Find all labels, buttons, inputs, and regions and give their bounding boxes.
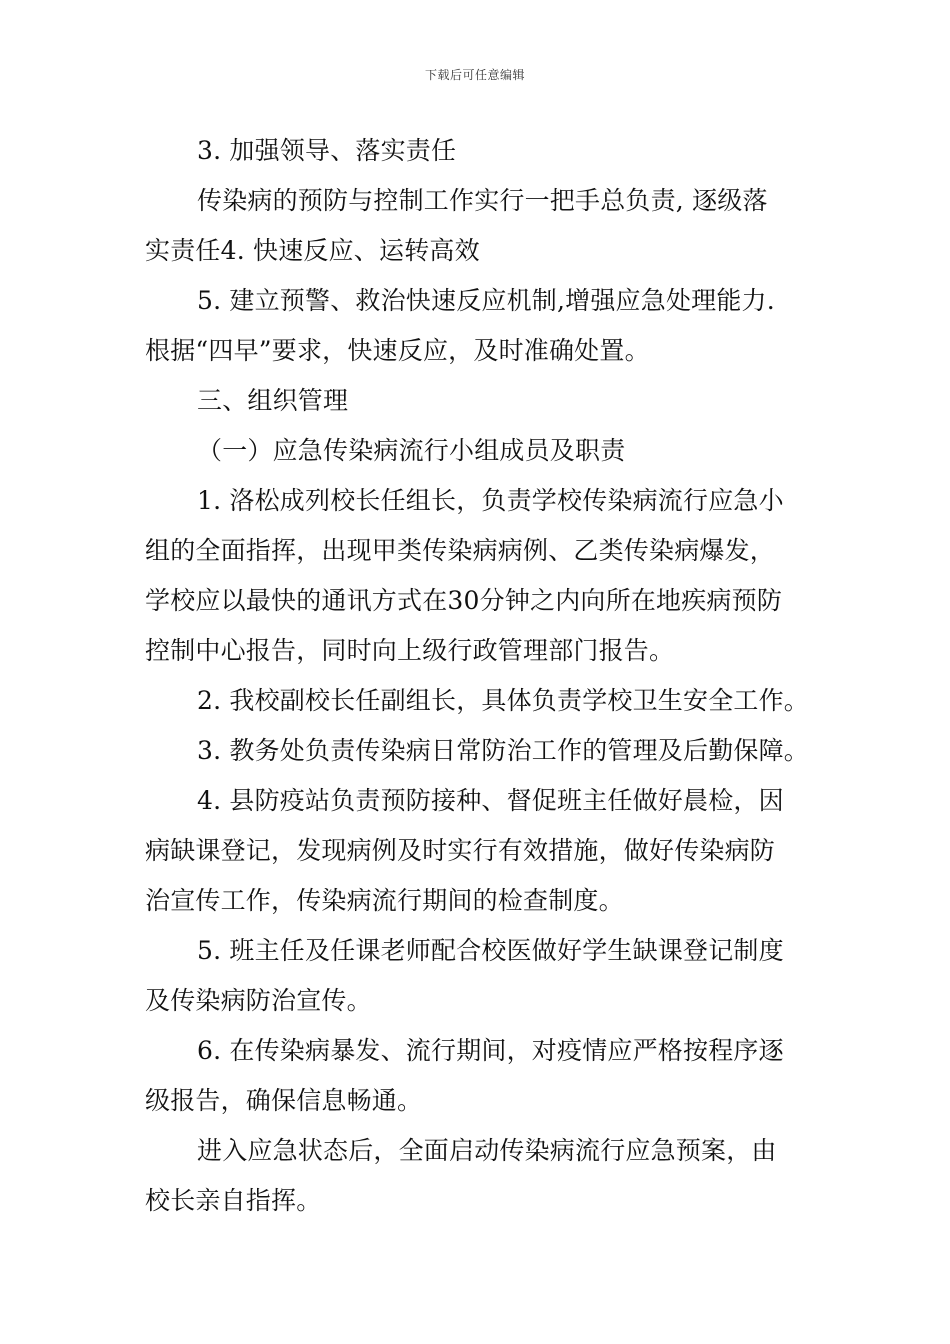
paragraph-line: 控制中心报告，同时向上级行政管理部门报告。	[145, 636, 675, 665]
paragraph-line: 传染病的预防与控制工作实行一把手总负责, 逐级落	[197, 186, 768, 215]
paragraph-line: 6. 在传染病暴发、流行期间，对疫情应严格按程序逐	[197, 1036, 784, 1065]
paragraph-line: 学校应以最快的通讯方式在30分钟之内向所在地疾病预防	[145, 586, 783, 615]
paragraph-line: 4. 县防疫站负责预防接种、督促班主任做好晨检，因	[197, 786, 784, 815]
paragraph-line: 5. 建立预警、救治快速反应机制,增强应急处理能力.	[197, 286, 775, 315]
paragraph-line: 组的全面指挥，出现甲类传染病病例、乙类传染病爆发，	[145, 536, 776, 565]
paragraph-line: 级报告，确保信息畅通。	[145, 1086, 423, 1115]
paragraph-line: 3. 教务处负责传染病日常防治工作的管理及后勤保障。	[197, 736, 810, 765]
paragraph-line: 校长亲自指挥。	[145, 1186, 322, 1215]
paragraph-line: 进入应急状态后，全面启动传染病流行应急预案，由	[197, 1136, 777, 1165]
paragraph-line: 病缺课登记，发现病例及时实行有效措施，做好传染病防	[145, 836, 776, 865]
paragraph-line: 1. 洛松成列校长任组长，负责学校传染病流行应急小	[197, 486, 784, 515]
subsection-heading: （一）应急传染病流行小组成员及职责	[197, 436, 626, 465]
paragraph-line: 根据“四早”要求，快速反应，及时准确处置。	[145, 336, 650, 365]
paragraph-line: 2. 我校副校长任副组长，具体负责学校卫生安全工作。	[197, 686, 810, 715]
paragraph-line: 治宣传工作，传染病流行期间的检查制度。	[145, 886, 624, 915]
numbered-item-heading: 3. 加强领导、落实责任	[197, 136, 457, 165]
section-heading: 三、组织管理	[197, 386, 349, 415]
page-header-note: 下载后可任意编辑	[424, 68, 525, 82]
document-body	[145, 126, 810, 1226]
paragraph-line: 及传染病防治宣传。	[145, 986, 372, 1015]
paragraph-line: 实责任4. 快速反应、运转高效	[145, 236, 480, 265]
paragraph-line: 5. 班主任及任课老师配合校医做好学生缺课登记制度	[197, 936, 784, 965]
